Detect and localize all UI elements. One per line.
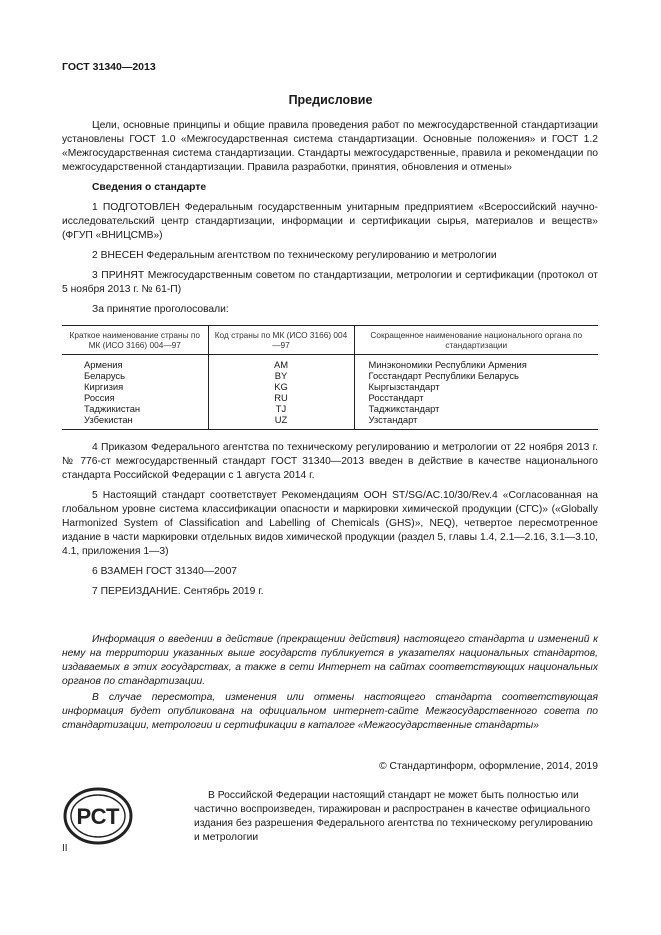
body-cell: Госстандарт Республики Беларусь [354,370,598,381]
table-row [62,355,598,371]
item-2: 2 ВНЕСЕН Федеральным агентством по техническому регулированию и метрологии [92,250,497,261]
body-cell: Минэкономики Республики Армения [354,355,598,371]
table-header-body: Сокращенное наименование национального органа по стандартизации [354,326,598,355]
country-cell: Таджикистан [84,403,141,414]
voted-label: За принятие проголосовали: [92,304,229,315]
item-5: 5 Настоящий стандарт соответствует Рекомендациям ООН ST/SG/AC.10/30/Rev.4 «Согласованная на глобальном уровне система классификации опасности и маркировки химической продукции (СГС)» («Globally Harmonized System of Classification and Labelling of Chemicals (GHS)», NEQ), четвертое пересмотренное издание в части маркировки отдельных видов химической продукции (раздел 5, главы 1.4, 2.1—2.16, 3.1—3.10, 4.1, приложения 1—3) [62,490,598,557]
body-cell: Таджикстандарт [354,403,598,414]
body-cell: Росстандарт [354,392,598,403]
table-row [62,381,598,392]
table-row [62,414,598,430]
country-cell: Киргизия [84,381,124,392]
intro-paragraph: Цели, основные принципы и общие правила проведения работ по межгосударственной стандартизации установлены ГОСТ 1.0 «Межгосударственная система стандартизации. Основные положения» и ГОСТ 1.2 «Межгосударственная система стандартизации. Стандарты межгосударственные, правила и рекомендации по межгосударственной стандартизации. Правила разработки, принятия, обновления и отмены» [62,120,598,173]
code-cell: TJ [208,403,354,414]
table-row [62,403,598,414]
item-3: 3 ПРИНЯТ Межгосударственным советом по стандартизации, метрологии и сертификации (протокол от 5 ноября 2013 г. № 61-П) [62,270,598,295]
copyright-line: © Стандартинформ, оформление, 2014, 2019 [379,761,598,772]
country-cell: Армения [84,359,123,370]
body-cell: Узстандарт [354,414,598,430]
info-paragraph-2: В случае пересмотра, изменения или отмены настоящего стандарта соответствующая информация будет опубликована на официальном интернет-сайте Межгосударственного совета по стандартизации, метрологии и сертификации в каталоге «Межгосударственные стандарты» [62,692,598,731]
voting-table [62,325,598,430]
page-title: Предисловие [288,93,373,107]
publication-info [62,633,598,733]
item-4: 4 Приказом Федерального агентства по техническому регулированию и метрологии от 22 ноября 2013 г. № 776-ст межгосударственный стандарт ГОСТ 31340—2013 введен в действие в качестве национального стандарта Российской Федерации с 1 августа 2014 г. [62,442,598,481]
item-6: 6 ВЗАМЕН ГОСТ 31340—2007 [92,566,238,577]
country-cell: Беларусь [84,370,126,381]
country-cell: Россия [84,392,115,403]
item-7: 7 ПЕРЕИЗДАНИЕ. Сентябрь 2019 г. [92,586,264,597]
copyright-notice: В Российской Федерации настоящий стандарт не может быть полностью или частично воспроизведен, тиражирован и распространен в качестве официального издания без разрешения Федерального агентства по техническому регулированию и метрологии [194,790,593,843]
table-header-country: Краткое наименование страны по МК (ИСО 3166) 004—97 [62,326,208,355]
body-cell: Кыргызстандарт [354,381,598,392]
table-header-row [62,326,598,355]
code-cell: AM [208,355,354,371]
code-cell: UZ [208,414,354,430]
foreword-body [62,119,598,599]
country-cell: Узбекистан [62,414,208,430]
page-number: II [62,843,68,854]
info-paragraph-1: Информация о введении в действие (прекращении действия) настоящего стандарта и изменений к нему на территории указанных выше государств публикуется в указателях национальных стандартов, издаваемых в этих государствах, а также в сети Интернет на сайтах соответствующих национальных органов по стандартизации. [62,634,598,687]
logo-lettering: РСТ [76,804,120,829]
table-row [62,370,598,381]
pct-certification-logo-icon [62,786,134,846]
table-row [62,392,598,403]
code-cell: BY [208,370,354,381]
document-id-header: ГОСТ 31340—2013 [62,61,156,73]
code-cell: KG [208,381,354,392]
item-1: 1 ПОДГОТОВЛЕН Федеральным государственным унитарным предприятием «Всероссийский научно-исследовательский центр стандартизации, информации и сертификации сырья, материалов и веществ» (ФГУП «ВНИЦСМВ») [62,202,598,241]
table-header-code: Код страны по МК (ИСО 3166) 004—97 [208,326,354,355]
code-cell: RU [208,392,354,403]
section-heading: Сведения о стандарте [92,182,207,193]
